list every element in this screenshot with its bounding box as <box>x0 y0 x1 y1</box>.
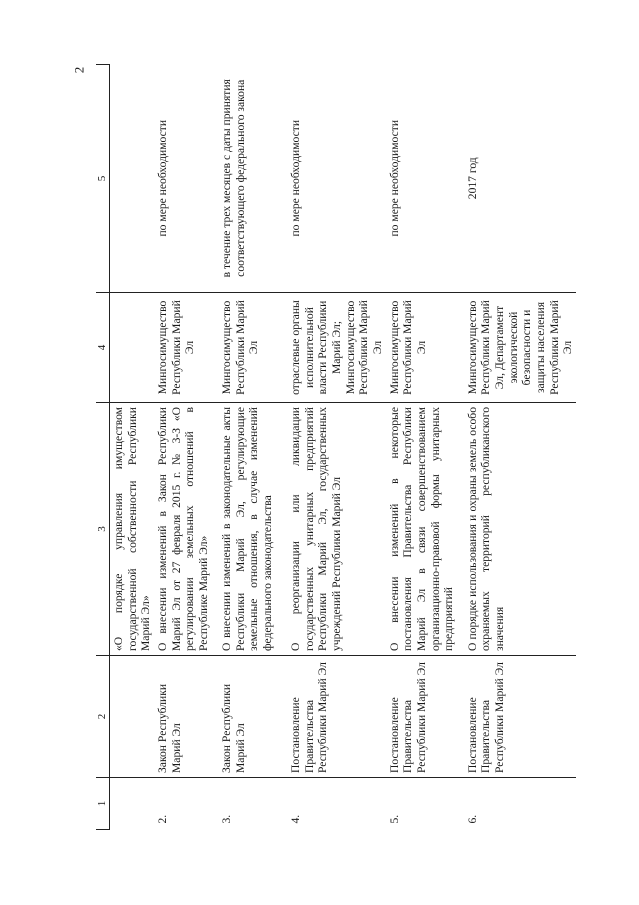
row-doc-type: Постановление Правительства Республики Марий Эл <box>386 656 464 778</box>
row-number: 5. <box>386 778 464 830</box>
row-title: О внесении изменений в законодательные акты Республики Марий Эл, регулирующие земельные отношения, в случае изменений федерального законодательства <box>218 403 287 656</box>
table-row <box>464 65 576 830</box>
row-deadline: в течение трех месяцев с даты принятия соответствующего федерального закона <box>219 79 247 278</box>
row-number: 6. <box>464 778 576 830</box>
row-executor: отраслевые органы исполнительной власти Республики Марий Эл; Мингосимущество Республики Марий Эл <box>287 293 386 403</box>
row-deadline: по мере необходимости <box>288 119 302 237</box>
row-executor: Мингосимущество Республики Марий Эл <box>386 293 464 403</box>
row-title: О внесении изменений в некоторые постановления Правительства Республики Марий Эл в связи совершенствованием организационно-правовой формы унитарных предприятий <box>386 403 464 656</box>
row-number: 4. <box>287 778 386 830</box>
row-number: 3. <box>218 778 287 830</box>
row-number <box>109 778 154 830</box>
row-doc-type: Постановление Правительства Республики Марий Эл <box>464 656 576 778</box>
rotated-table-container <box>96 65 575 830</box>
row-deadline: по мере необходимости <box>155 119 169 237</box>
header-col-4: 4 <box>96 293 109 403</box>
row-title: «О порядке управления имуществом государственной собственности Республики Марий Эл» <box>109 403 154 656</box>
row-title: О порядке использования и охраны земель особо охраняемых территорий республиканского значения <box>464 403 576 656</box>
table-row <box>287 65 386 830</box>
table-header-row <box>96 65 109 830</box>
row-doc-type: Закон Республики Марий Эл <box>218 656 287 778</box>
row-executor <box>109 293 154 403</box>
table-row <box>109 65 154 830</box>
row-title: О реорганизации или ликвидации государственных унитарных предприятий Республики Марий Эл, государственных учреждений Республики Марий Эл <box>287 403 386 656</box>
legislation-plan-table <box>96 64 576 830</box>
row-doc-type <box>109 656 154 778</box>
row-executor: Мингосимущество Республики Марий Эл <box>154 293 218 403</box>
header-col-3: 3 <box>96 403 109 656</box>
row-doc-type: Закон Республики Марий Эл <box>154 656 218 778</box>
row-doc-type: Постановление Правительства Республики Марий Эл <box>287 656 386 778</box>
row-number: 2. <box>154 778 218 830</box>
header-col-5: 5 <box>96 65 109 293</box>
table-row <box>386 65 464 830</box>
table-row <box>218 65 287 830</box>
row-executor: Мингосимущество Республики Марий Эл, Департамент экологической безопасности и защиты населения Республики Марий Эл <box>464 293 576 403</box>
row-title: О внесении изменений в Закон Республики Марий Эл от 27 февраля 2015 г. № 3-З «О регулировании земельных отношений в Республике Марий Эл» <box>154 403 218 656</box>
header-col-2: 2 <box>96 656 109 778</box>
page-number: 2 <box>71 66 87 74</box>
header-col-1: 1 <box>96 778 109 830</box>
table-row <box>154 65 218 830</box>
row-deadline: по мере необходимости <box>387 119 401 237</box>
row-deadline: 2017 год <box>465 157 479 200</box>
row-executor: Мингосимущество Республики Марий Эл <box>218 293 287 403</box>
row-deadline <box>109 65 154 293</box>
